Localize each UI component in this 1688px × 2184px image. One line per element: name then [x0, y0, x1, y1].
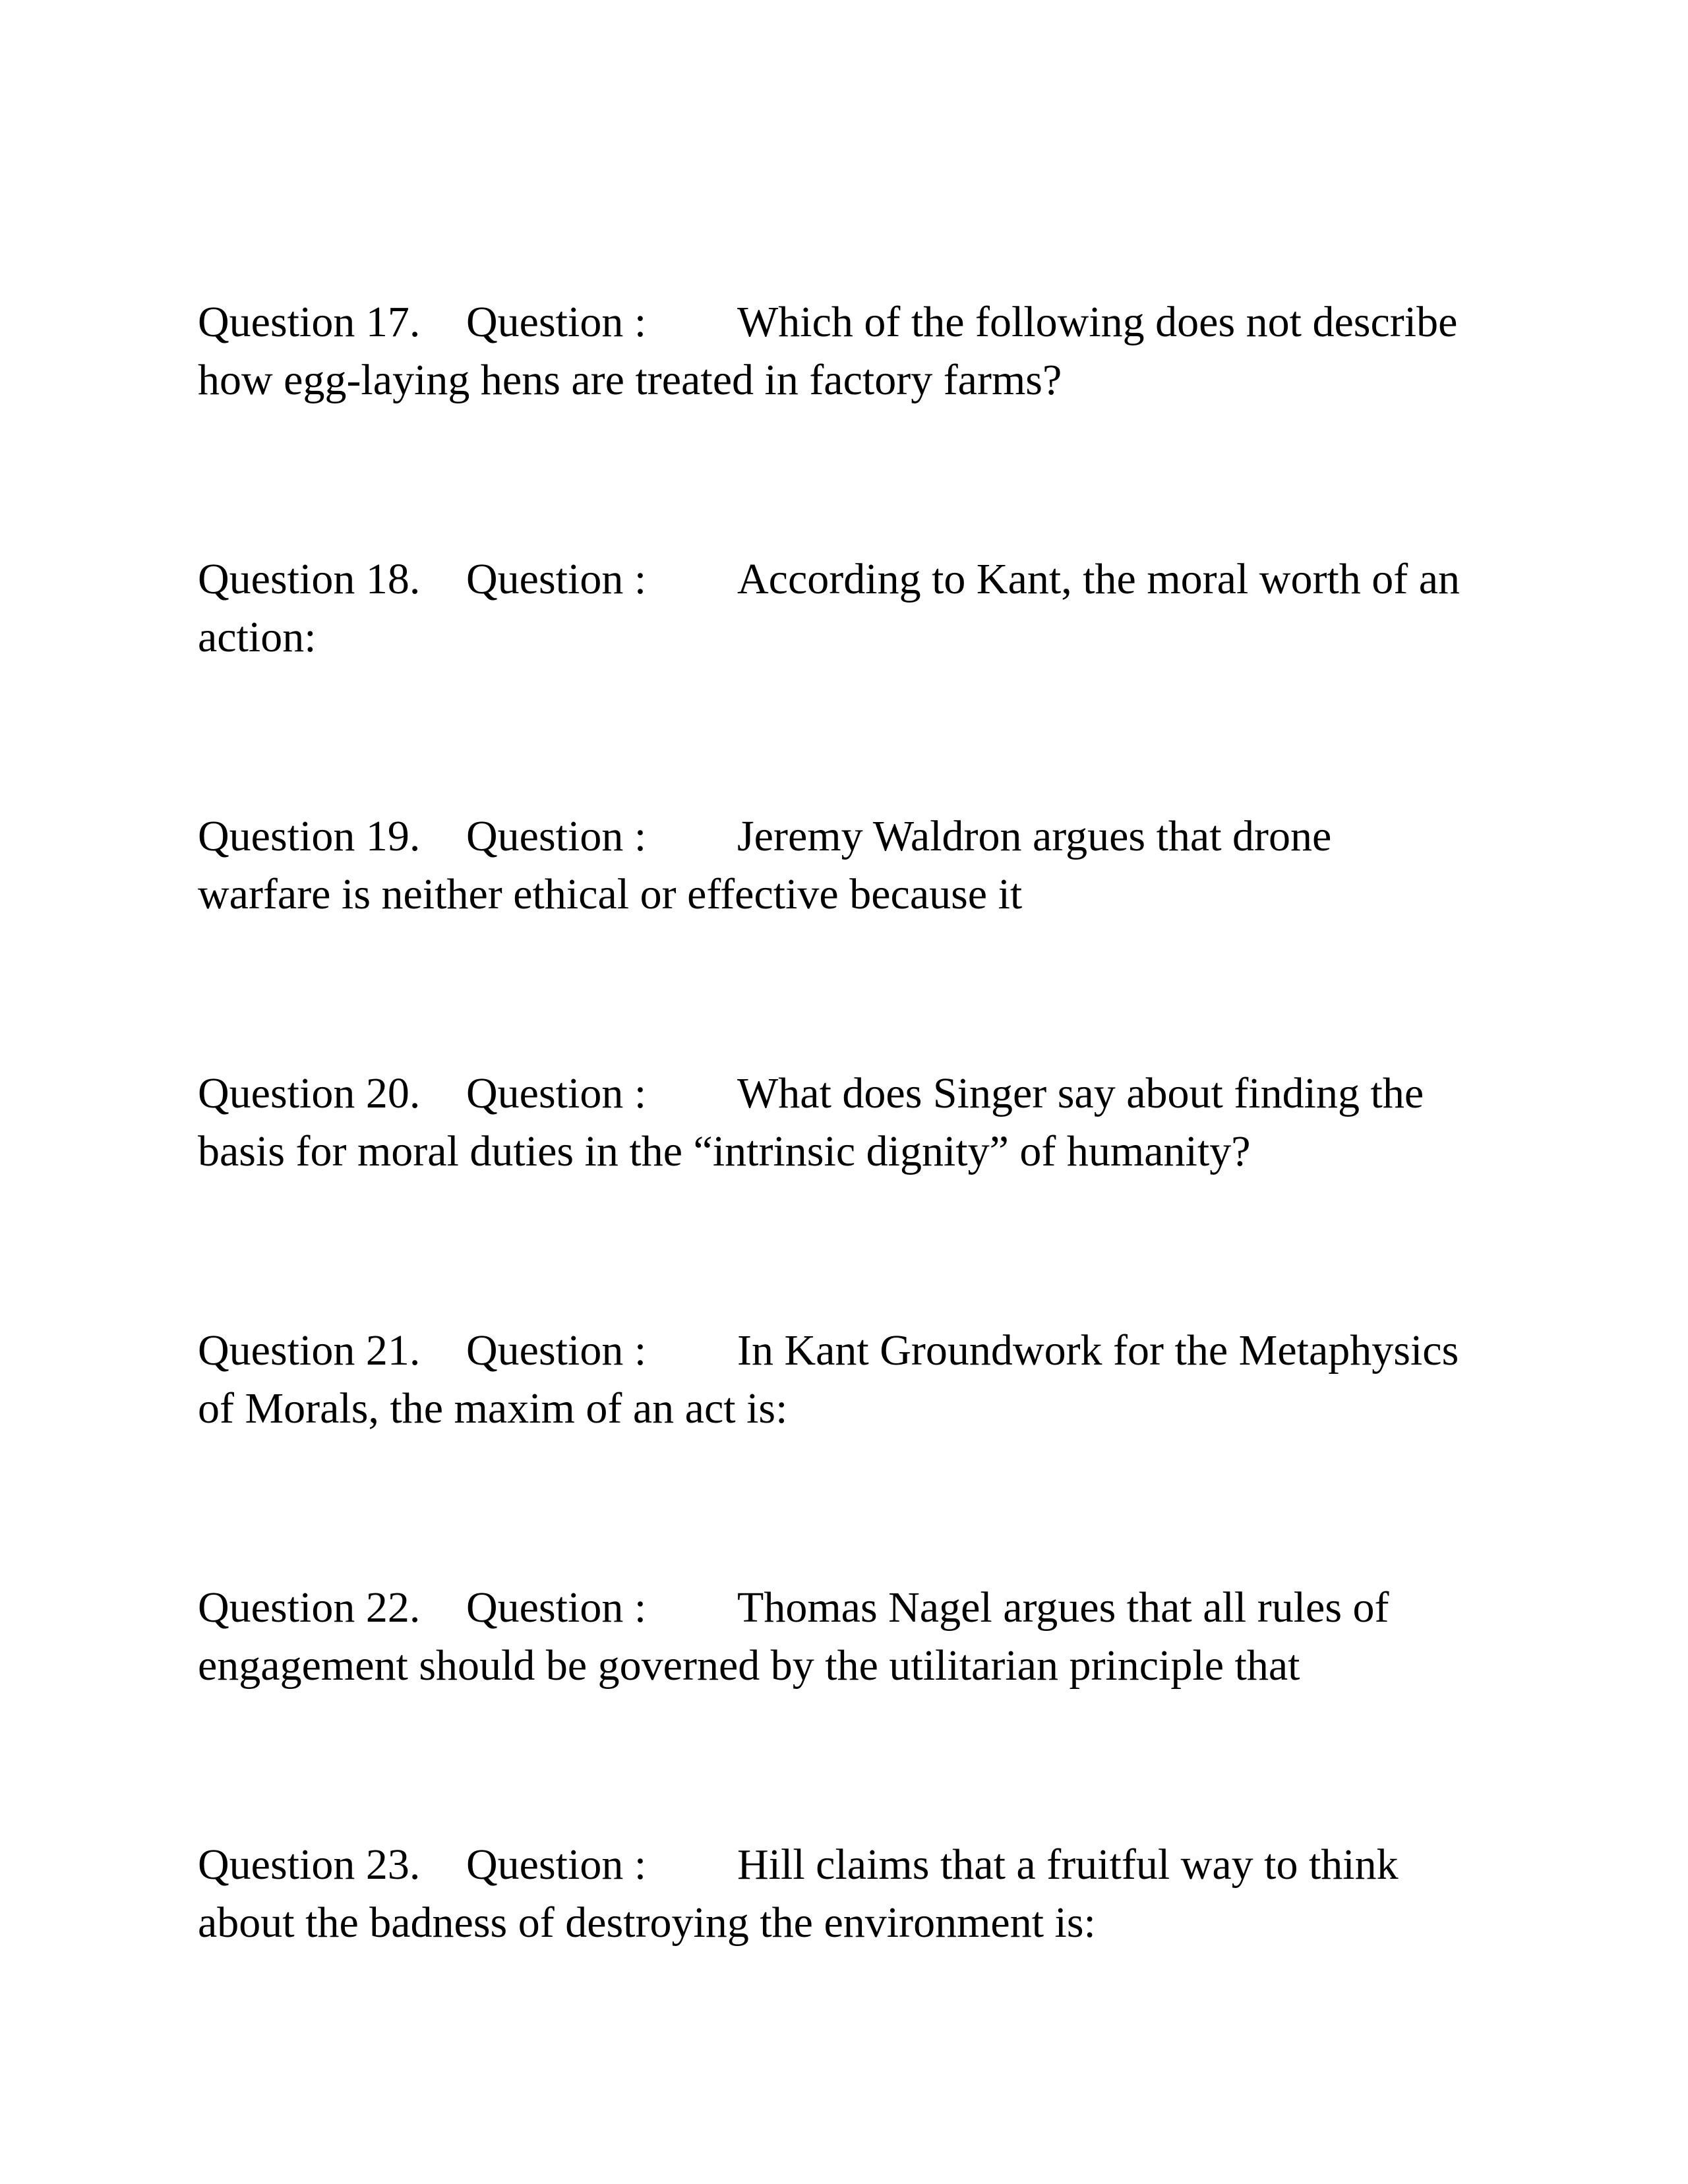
question-22 [198, 1579, 1490, 1695]
question-label: Question : [466, 812, 647, 860]
question-number: Question 19. [198, 812, 421, 860]
question-number: Question 17. [198, 298, 421, 346]
question-number: Question 20. [198, 1069, 421, 1117]
question-text-line1: What does Singer say about finding the [737, 1069, 1424, 1117]
question-text-line2: engagement should be governed by the utilitarian principle that [198, 1641, 1300, 1690]
question-text-line1: Hill claims that a fruitful way to think [737, 1841, 1399, 1889]
question-label: Question : [466, 555, 647, 603]
question-text-line1: Jeremy Waldron argues that drone [737, 812, 1332, 860]
question-first-line [198, 293, 1490, 351]
question-label: Question : [466, 298, 647, 346]
question-text-line2: of Morals, the maxim of an act is: [198, 1384, 788, 1432]
question-number: Question 22. [198, 1583, 421, 1632]
question-label: Question : [466, 1326, 647, 1374]
question-17 [198, 293, 1490, 409]
question-text-line1: In Kant Groundwork for the Metaphysics [737, 1326, 1459, 1374]
question-first-line [198, 550, 1490, 608]
question-text-line2: basis for moral duties in the “intrinsic dignity” of humanity? [198, 1127, 1251, 1175]
question-first-line [198, 1836, 1490, 1894]
question-text-line2: warfare is neither ethical or effective because it [198, 870, 1023, 918]
question-text-line1: According to Kant, the moral worth of an [737, 555, 1461, 603]
question-text-line1: Thomas Nagel argues that all rules of [737, 1583, 1389, 1632]
question-number: Question 18. [198, 555, 421, 603]
question-20 [198, 1065, 1490, 1181]
question-first-line [198, 1322, 1490, 1380]
question-label: Question : [466, 1841, 647, 1889]
question-text-line2: how egg-laying hens are treated in factory farms? [198, 356, 1062, 404]
question-text-line2: action: [198, 613, 316, 661]
question-label: Question : [466, 1583, 647, 1632]
question-number: Question 21. [198, 1326, 421, 1374]
question-text-line1: Which of the following does not describe [737, 298, 1458, 346]
question-text-line2: about the badness of destroying the environment is: [198, 1899, 1096, 1947]
question-first-line [198, 808, 1490, 866]
question-label: Question : [466, 1069, 647, 1117]
question-23 [198, 1836, 1490, 1952]
question-first-line [198, 1579, 1490, 1637]
question-18 [198, 550, 1490, 666]
question-21 [198, 1322, 1490, 1438]
question-19 [198, 808, 1490, 924]
question-first-line [198, 1065, 1490, 1123]
question-number: Question 23. [198, 1841, 421, 1889]
